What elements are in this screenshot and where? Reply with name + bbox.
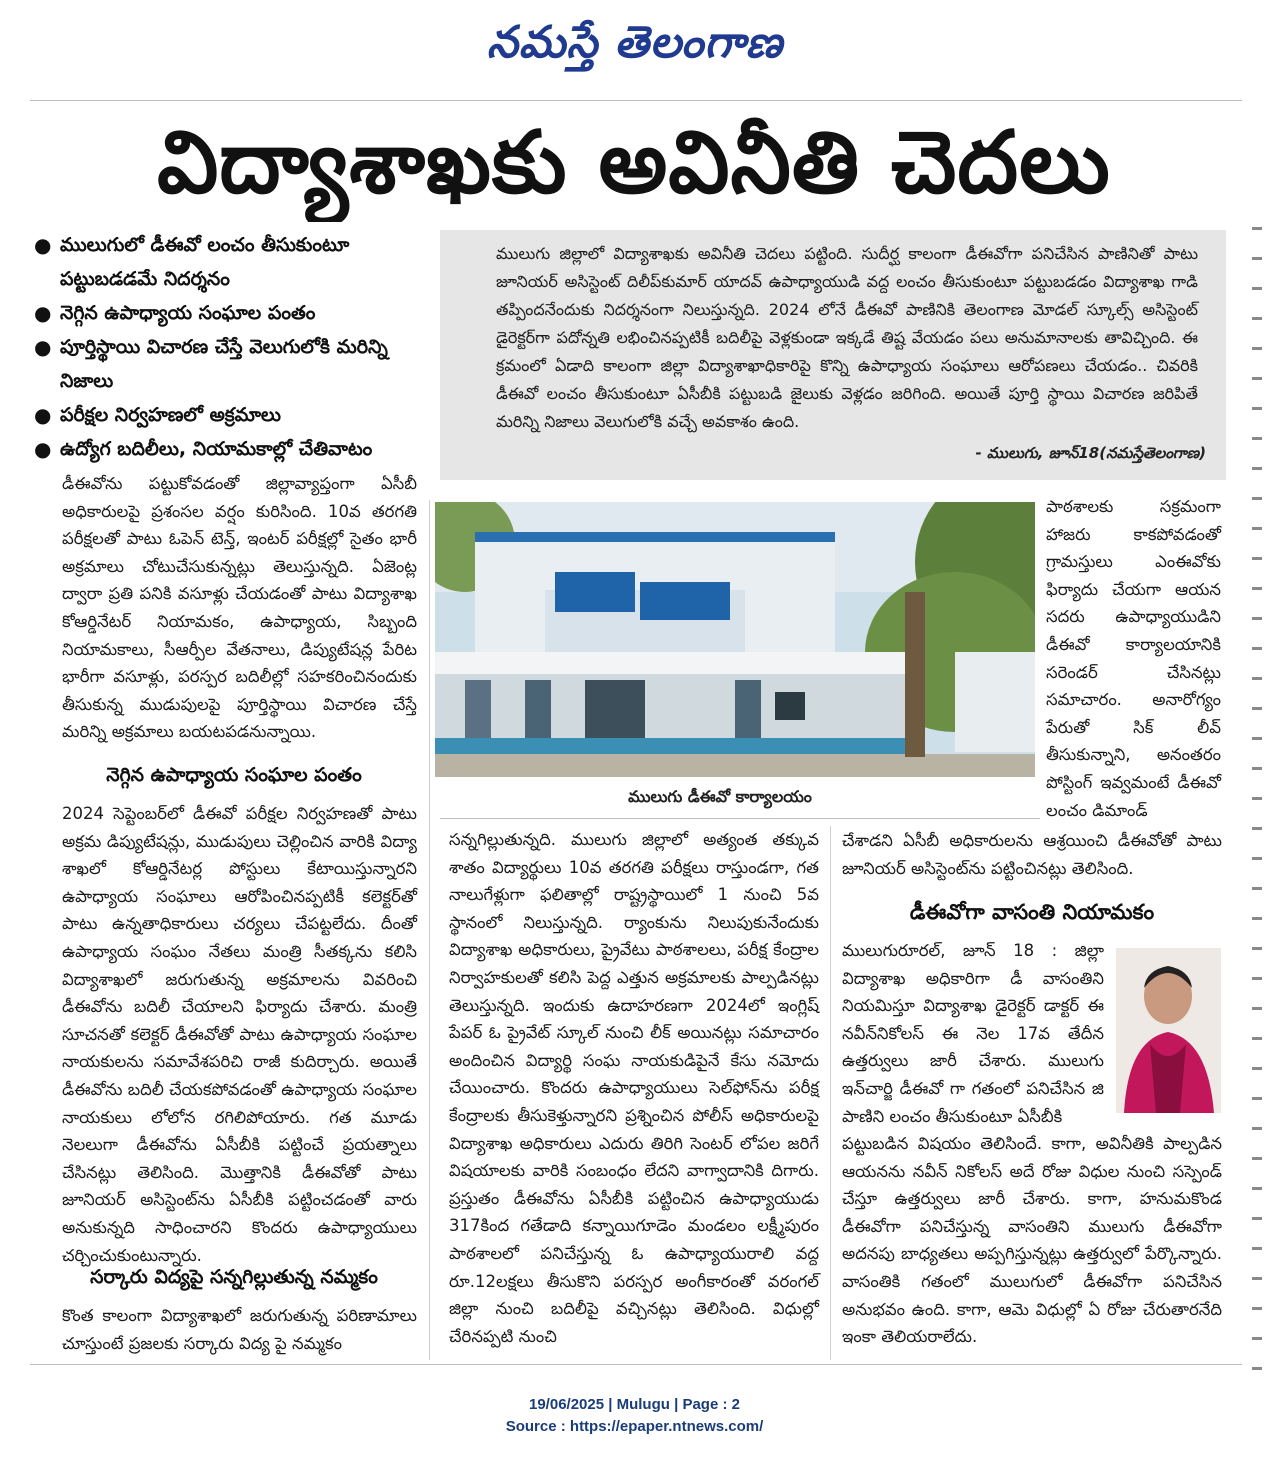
left-column-paragraph-3: కొంత కాలంగా విద్యాశాఖలో జరుగుతున్న పరిణామాలు చూస్తుంటే ప్రజలకు సర్కారు విద్య పై నమ్మకం	[62, 1306, 417, 1353]
summary-box	[440, 230, 1226, 480]
footer-source-link[interactable]: Source : https://epaper.ntnews.com/	[505, 1418, 764, 1435]
adjacent-column-edge	[1240, 200, 1269, 1380]
bullet-item: ● పరీక్షల నిర్వహణలో అక్రమాలు	[34, 403, 281, 427]
middle-column-text: సన్నగిల్లుతున్నది. ములుగు జిల్లాలో అత్యంత తక్కువ శాతం విద్యార్థులు 10వ తరగతి పరీక్షలు రాస్తుండగా, గత నాలుగేళ్లుగా ఫలితాల్లో రాష్ట్రస్థాయిలో 1 నుంచి 5వ స్థానంలో నిలుస్తున్నది. ర్యాంకును నిలుపుకునేందుకు విద్యాశాఖ అధికారులు, ప్రైవేటు పాఠశాలలు, పరీక్ష కేంద్రాల నిర్వాహకులతో కలిసి పెద్ద ఎత్తున అక్రమాలకు పాల్పడినట్లు తెలుస్తున్నది. ఇందుకు ఉదాహరణగా 2024లో ఇంగ్లిష్ పేపర్ ఓ ప్రైవేట్ స్కూల్ నుంచి లీక్ అయినట్లు సమాచారం అందించిన విద్యార్థి సంఘ నాయకుడిపైనే కేసు నమోదు చేయించారు. కొందరు ఉపాధ్యాయులు సెల్‌ఫోన్‌ను పరీక్ష కేంద్రాలకు తీసుకెళ్తున్నారని ప్రశ్నించిన పోలీస్ అధికారులపై విద్యాశాఖ అధికారులు ఎదురు తిరిగి సెంటర్ లోపల జరిగే విషయాలకు వారికి సంబంధం లేదని వాగ్వాదానికి దిగారు. ప్రస్తుతం డీఈవోను ఏసీబీకి పట్టించిన ఉపాధ్యాయుడు 317కింద గతేడాది కన్నాయిగూడెం మండలం లక్ష్మీపురం పాఠశాలలో పనిచేస్తున్న ఓ ఉపాధ్యాయురాలి వద్ద రూ.12లక్షలు తీసుకొని పరస్పర అంగీకారంతో వరంగల్ జిల్లా నుంచి బదిలీపై వచ్చినట్లు తెలిసింది. విధుల్లో చేరినప్పటి నుంచి	[449, 830, 819, 1346]
deo-office-photo	[435, 502, 1035, 777]
bullet-item: ● పూర్తిస్థాయి విచారణ చేస్తే వెలుగులోకి మరిన్ని నిజాలు	[34, 335, 388, 392]
summary-text: ములుగు జిల్లాలో విద్యాశాఖకు అవినీతి చెదలు పట్టింది. సుదీర్ఘ కాలంగా డీఈవోగా పనిచేసిన పాణినితో పాటు జూనియర్ అసిస్టెంట్ దిలీప్‌కుమార్ యాదవ్ ఉపాధ్యాయుడి వద్ద లంచం తీసుకుంటూ పట్టుబడడం విద్యాశాఖ గాడి తప్పిందనేందుకు నిదర్శనంగా నిలుస్తున్నది. 2024 లోనే డీఈవో పాణినికి తెలంగాణ మోడల్ స్కూల్స్ అసిస్టెంట్ డైరెక్టర్‌గా పదోన్నతి లభించినప్పటికీ బదిలీపై వెళ్లకుండా ఇక్కడే తిష్ట వేయడం పలు అనుమానాలకు తావిచ్చింది. ఈ క్రమంలో ఏడాది కాలంగా జిల్లా విద్యాశాఖాధికారిపై కొన్ని ఉపాధ్యాయ సంఘాలు ఆరోపణలు చేయడం.. చివరికి డీఈవో లంచం తీసుకుంటూ ఏసీబీకి పట్టుబడి జైలుకు వెళ్లడం జరిగింది. అయితే పూర్తి స్థాయి విచారణ జరిపితే మరిన్ని నిజాలు వెలుగులోకి వచ్చే అవకాశం ఉంది.	[496, 244, 1198, 431]
caption-rule	[440, 818, 1040, 819]
right-column-top-text-continued: చేశాడని ఏసీబీ అధికారులను ఆశ్రయించి డీఈవోతో పాటు జూనియర్ అసిస్టెంట్‌ను పట్టించినట్లు తెలిసింది.	[842, 831, 1222, 878]
masthead: నమస్తే తెలంగాణ	[486, 17, 784, 68]
column-divider	[429, 500, 430, 1360]
bullet-item: ● నెగ్గిన ఉపాధ్యాయ సంఘాల పంతం	[34, 301, 316, 325]
left-column-paragraph-1: డీఈవోను పట్టుకోవడంతో జిల్లావ్యాప్తంగా ఏసీబీ అధికారులపై ప్రశంసల వర్షం కురిసింది. 10వ తరగతి పరీక్షలతో పాటు ఓపెన్ టెన్త్, ఇంటర్ పరీక్షల్లో సైతం భారీ అక్రమాలు చోటుచేసుకున్నట్లు తెలుస్తున్నది. ఏజెంట్ల ద్వారా ప్రతి పనికి వసూళ్లు చేయడంతో పాటు విద్యాశాఖ కోఆర్డినేటర్ నియామకం, ఉపాధ్యాయ, సిబ్బంది నియామకాలు, సీఆర్పీల వేతనాలు, డిప్యుటేషన్ల పేరిట భారీగా వసూళ్లు, పరస్పర బదిలీల్లో సహకరించినందుకు తీసుకున్న ముడుపులపై పూర్తిస్థాయి విచారణ చేస్తే మరిన్ని అక్రమాలు బయటపడనున్నాయి.	[62, 474, 417, 742]
headline: విద్యాశాఖకు అవినీతి చెదలు	[157, 113, 1111, 213]
left-column-paragraph-2: 2024 సెప్టెంబర్‌లో డీఈవో పరీక్షల నిర్వహణతో పాటు అక్రమ డిప్యుటేషన్లు, ముడుపులు చెల్లించిన వారికి విద్యా శాఖలో కోఆర్డినేటర్ల పోస్టులు కేటాయిస్తున్నారని ఉపాధ్యాయ సంఘాలు ఆరోపించినప్పటికీ కలెక్టర్‌తో పాటు ఉన్నతాధికారులు చర్యలు చేపట్టలేదు. దీంతో ఉపాధ్యాయ సంఘం నేతలు మంత్రి సీతక్కను కలిసి విద్యాశాఖలో జరుగుతున్న అక్రమాలను వివరించి డీఈవోను బదిలీ చేయాలని ఫిర్యాదు చేశారు. మంత్రి సూచనతో కలెక్టర్ డీఈవోతో పాటు ఉపాధ్యాయ సంఘాల నాయకులను సమావేశపరిచి రాజీ కుదిర్చారు. అయితే డీఈవోను బదిలీ చేయకపోవడంతో ఉపాధ్యాయ సంఘాల నాయకులు లోలోన రగిలిపోయారు. గత మూడు నెలలుగా డీఈవోను ఏసీబీకి పట్టించే ప్రయత్నాలు చేసినట్లు తెలిసింది. మొత్తానికి డీఈవోతో పాటు జూనియర్ అసిస్టెంట్‌ను ఏసీబీకి పట్టించడంతో వారు అనుకున్నది సాధించారని కొందరు ఉపాధ్యాయులు చర్చించుకుంటున్నారు.	[62, 804, 417, 1265]
right-column-top-text: పాఠశాలకు సక్రమంగా హాజరు కాకపోవడంతో గ్రామస్తులు ఎంఈవోకు ఫిర్యాదు చేయగా ఆయన సదరు ఉపాధ్యాయుడిని డీఈవో కార్యాలయానికి సరెండర్ చేసినట్లు సమాచారం. అనారోగ్యం పేరుతో సిక్ లీవ్ తీసుకున్నాని, అనంతరం పోస్టింగ్ ఇవ్వమంటే డీఈవో లంచం డిమాండ్	[1046, 497, 1221, 820]
vasanthi-portrait	[1116, 948, 1221, 1113]
bottom-rule	[30, 1364, 1242, 1365]
subhead-vasanthi-appointment: డీఈవోగా వాసంతి నియామకం	[909, 900, 1155, 924]
dateline-credit: - ములుగు, జూన్18(నమస్తేతెలంగాణ)	[975, 444, 1206, 462]
appointment-paragraph-b: పట్టుబడిన విషయం తెలిసిందే. కాగా, అవినీతికి పాల్పడిన ఆయనను నవీన్ నికోలస్ అదే రోజు విధుల నుంచి సస్పెండ్ చేస్తూ ఉత్తర్వులు జారీ చేశారు. కాగా, హనుమకొండ డీఈవోగా పనిచేస్తున్న వాసంతిని ములుగు డీఈవోగా అదనపు బాధ్యతలు అప్పగిస్తున్నట్లు ఉత్తర్వులో పేర్కొన్నారు. వాసంతికి గతంలో ములుగులో డీఈవోగా పనిచేసిన అనుభవం ఉంది. కాగా, ఆమె విధుల్లో ఏ రోజు చేరుతారనేది ఇంకా తెలియరాలేదు.	[842, 1134, 1222, 1347]
photo-caption: ములుగు డీఈవో కార్యాలయం	[628, 787, 812, 806]
subhead-govt-education-trust: సర్కారు విద్యపై సన్నగిల్లుతున్న నమ్మకం	[90, 1266, 378, 1288]
subhead-teacher-unions: నెగ్గిన ఉపాధ్యాయ సంఘాల పంతం	[106, 764, 362, 786]
bullet-item: ● ములుగులో డీఈవో లంచం తీసుకుంటూ పట్టుబడడమే నిదర్శనం	[34, 233, 350, 290]
footer	[0, 1394, 1269, 1438]
column-divider	[830, 826, 831, 1360]
appointment-paragraph-a: ములుగురూరల్, జూన్ 18 : జిల్లా విద్యాశాఖ అధికారిగా డీ వాసంతిని నియమిస్తూ విద్యాశాఖ డైరెక్టర్ డాక్టర్ ఈ నవీన్‌నికోలస్ ఈ నెల 17వ తేదీన ఉత్తర్వులు జారీ చేశారు. ములుగు ఇన్‌చార్జి డీఈవో గా గతంలో పనిచేసిన జి పాణిని లంచం తీసుకుంటూ ఏసీబీకి	[842, 941, 1104, 1126]
footer-date-edition: 19/06/2025 | Mulugu | Page : 2	[529, 1396, 740, 1413]
bullet-item: ● ఉద్యోగ బదిలీలు, నియామకాల్లో చేతివాటం	[34, 437, 373, 461]
highlight-bullets	[34, 228, 414, 466]
